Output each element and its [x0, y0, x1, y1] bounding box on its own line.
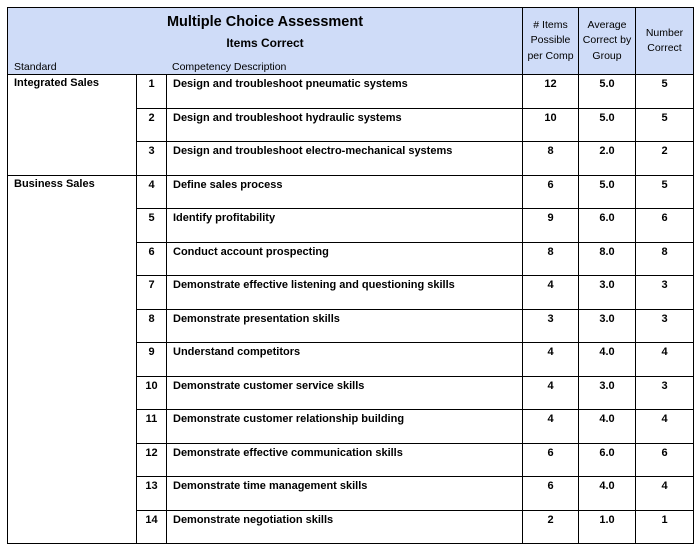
average-correct-header: Average Correct by Group: [579, 8, 636, 75]
competency-column-label: Competency Description: [172, 61, 287, 73]
table-row: [8, 376, 694, 410]
table-row: [8, 510, 694, 544]
items-possible: 4: [523, 376, 579, 410]
items-possible: 8: [523, 142, 579, 176]
competency-description: Understand competitors: [167, 343, 523, 377]
table-row: [8, 75, 694, 109]
average-correct: 6.0: [579, 443, 636, 477]
items-possible: 2: [523, 510, 579, 544]
average-correct: 5.0: [579, 75, 636, 109]
competency-number: 4: [137, 175, 167, 209]
number-correct: 5: [636, 75, 694, 109]
number-correct: 1: [636, 510, 694, 544]
competency-number: 5: [137, 209, 167, 243]
competency-number: 7: [137, 276, 167, 310]
competency-description: Design and troubleshoot pneumatic systems: [167, 75, 523, 109]
standard-name: Integrated Sales: [8, 75, 137, 109]
items-possible: 4: [523, 410, 579, 444]
standard-cell: [8, 376, 137, 410]
table-row: [8, 108, 694, 142]
standard-cell: [8, 477, 137, 511]
table-row: [8, 209, 694, 243]
standard-cell: [8, 108, 137, 142]
number-correct-header: Number Correct: [636, 8, 694, 75]
average-correct: 5.0: [579, 175, 636, 209]
number-correct: 3: [636, 376, 694, 410]
competency-description: Define sales process: [167, 175, 523, 209]
items-possible: 6: [523, 477, 579, 511]
competency-number: 1: [137, 75, 167, 109]
items-possible: 4: [523, 276, 579, 310]
items-possible: 3: [523, 309, 579, 343]
competency-number: 8: [137, 309, 167, 343]
title-cell: [8, 8, 523, 75]
average-correct: 3.0: [579, 276, 636, 310]
table-row: [8, 410, 694, 444]
average-correct: 2.0: [579, 142, 636, 176]
number-correct: 3: [636, 276, 694, 310]
items-possible: 10: [523, 108, 579, 142]
competency-description: Demonstrate effective communication skills: [167, 443, 523, 477]
table-row: [8, 242, 694, 276]
standard-cell: [8, 410, 137, 444]
number-correct: 2: [636, 142, 694, 176]
number-correct: 5: [636, 175, 694, 209]
number-correct: 4: [636, 477, 694, 511]
average-correct: 4.0: [579, 410, 636, 444]
competency-description: Design and troubleshoot hydraulic systems: [167, 108, 523, 142]
competency-description: Demonstrate customer relationship building: [167, 410, 523, 444]
number-correct: 3: [636, 309, 694, 343]
table-row: [8, 477, 694, 511]
table-row: [8, 142, 694, 176]
table-row: [8, 343, 694, 377]
average-correct: 3.0: [579, 376, 636, 410]
competency-number: 3: [137, 142, 167, 176]
standard-column-label: Standard: [14, 61, 57, 73]
items-possible: 6: [523, 443, 579, 477]
competency-description: Demonstrate customer service skills: [167, 376, 523, 410]
standard-cell: [8, 209, 137, 243]
page-title: Multiple Choice Assessment: [166, 14, 364, 30]
competency-description: Design and troubleshoot electro-mechanical systems: [167, 142, 523, 176]
average-correct: 8.0: [579, 242, 636, 276]
competency-description: Identify profitability: [167, 209, 523, 243]
standard-cell: [8, 510, 137, 544]
standard-cell: [8, 242, 137, 276]
items-possible: 12: [523, 75, 579, 109]
average-correct: 3.0: [579, 309, 636, 343]
competency-description: Demonstrate time management skills: [167, 477, 523, 511]
average-correct: 6.0: [579, 209, 636, 243]
competency-number: 9: [137, 343, 167, 377]
competency-number: 13: [137, 477, 167, 511]
competency-number: 2: [137, 108, 167, 142]
competency-description: Demonstrate negotiation skills: [167, 510, 523, 544]
number-correct: 5: [636, 108, 694, 142]
table-row: [8, 443, 694, 477]
competency-description: Demonstrate presentation skills: [167, 309, 523, 343]
items-possible: 9: [523, 209, 579, 243]
standard-cell: [8, 309, 137, 343]
assessment-table: [7, 7, 694, 544]
table-row: [8, 309, 694, 343]
table-body: [8, 8, 694, 544]
items-possible: 6: [523, 175, 579, 209]
competency-number: 6: [137, 242, 167, 276]
standard-cell: [8, 142, 137, 176]
average-correct: 1.0: [579, 510, 636, 544]
number-correct: 6: [636, 209, 694, 243]
standard-cell: [8, 343, 137, 377]
items-possible: 4: [523, 343, 579, 377]
average-correct: 4.0: [579, 343, 636, 377]
standard-name: Business Sales: [8, 175, 137, 209]
items-possible: 8: [523, 242, 579, 276]
page-subtitle: Items Correct: [226, 36, 304, 50]
average-correct: 4.0: [579, 477, 636, 511]
average-correct: 5.0: [579, 108, 636, 142]
competency-description: Demonstrate effective listening and questioning skills: [167, 276, 523, 310]
items-possible-header: # Items Possible per Comp: [523, 8, 579, 75]
table-row: [8, 276, 694, 310]
table-row: [8, 175, 694, 209]
standard-cell: [8, 443, 137, 477]
competency-description: Conduct account prospecting: [167, 242, 523, 276]
number-correct: 4: [636, 410, 694, 444]
header-row: [8, 8, 694, 75]
number-correct: 6: [636, 443, 694, 477]
competency-number: 11: [137, 410, 167, 444]
standard-cell: [8, 276, 137, 310]
competency-number: 14: [137, 510, 167, 544]
competency-number: 10: [137, 376, 167, 410]
number-correct: 8: [636, 242, 694, 276]
competency-number: 12: [137, 443, 167, 477]
number-correct: 4: [636, 343, 694, 377]
